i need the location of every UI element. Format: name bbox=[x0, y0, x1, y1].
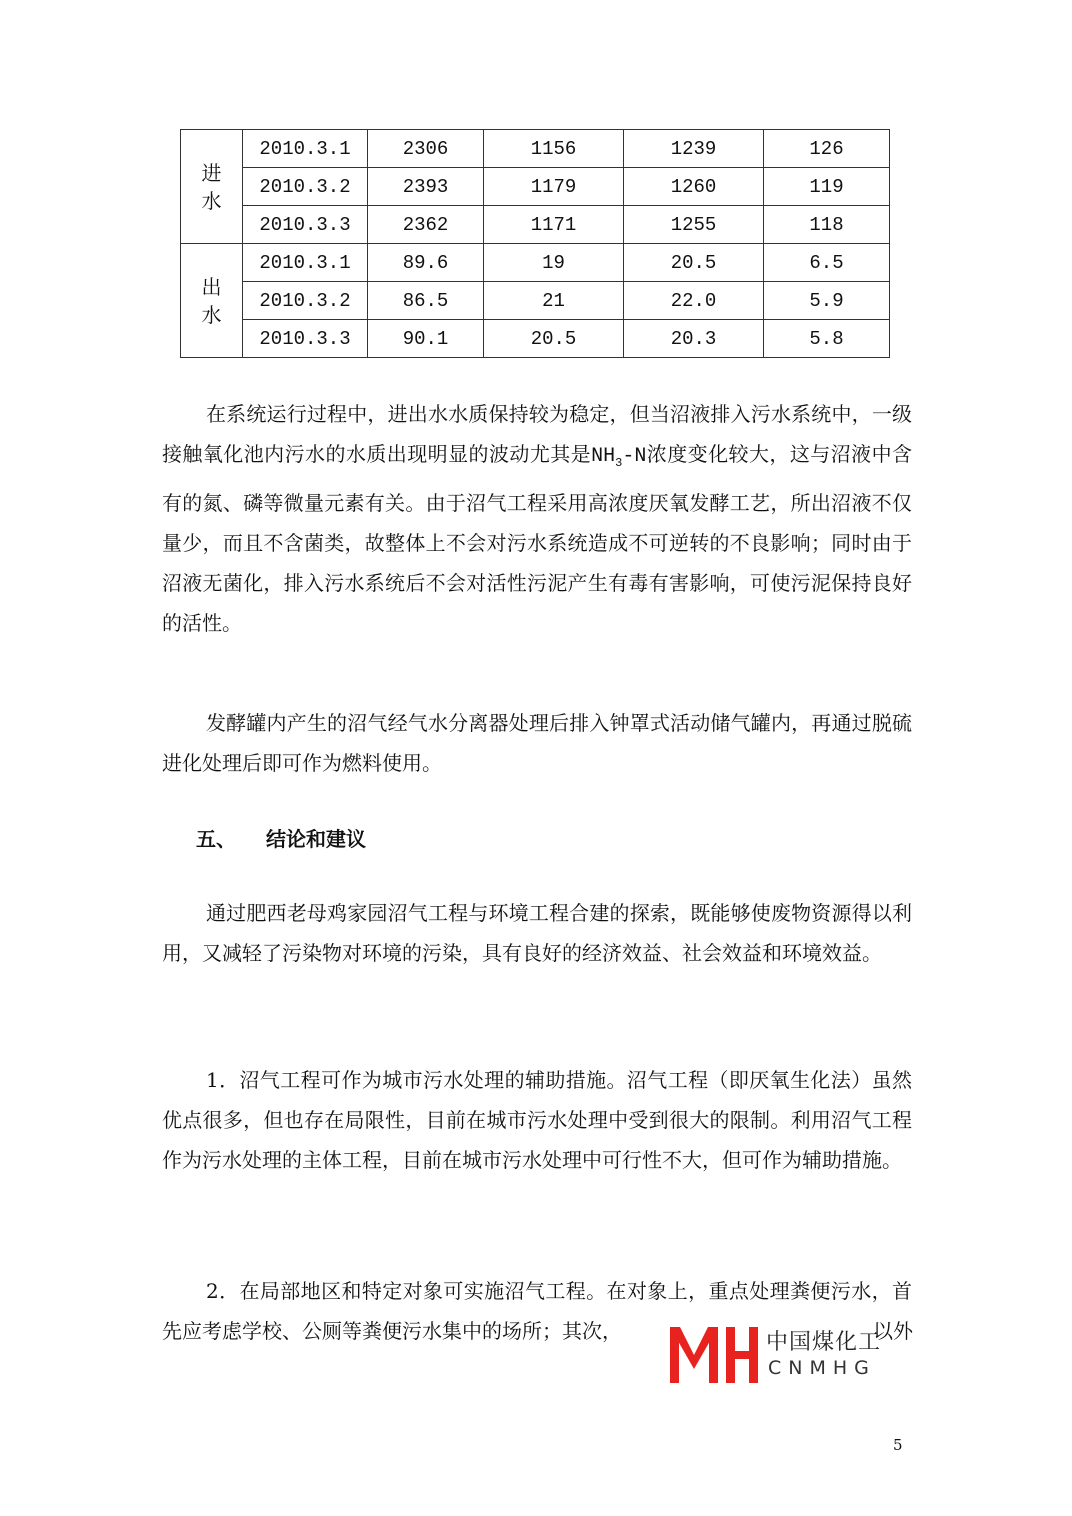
table-cell: 6.5 bbox=[764, 244, 890, 282]
logo-english-text: CNMHG bbox=[768, 1357, 876, 1379]
paragraph-system-operation bbox=[162, 394, 912, 643]
table-row bbox=[181, 168, 890, 206]
table-cell: 20.3 bbox=[624, 320, 764, 358]
table-cell: 2010.3.1 bbox=[243, 244, 368, 282]
table-cell: 90.1 bbox=[368, 320, 484, 358]
chem-sub: 3 bbox=[615, 456, 623, 470]
chem-main: NH bbox=[591, 445, 616, 468]
table-cell: 20.5 bbox=[624, 244, 764, 282]
mh-logo-icon bbox=[670, 1325, 766, 1385]
table-cell: 1260 bbox=[624, 168, 764, 206]
paragraph-fermentation: 发酵罐内产生的沼气经气水分离器处理后排入钟罩式活动储气罐内，再通过脱硫进化处理后即可作为燃料使用。 bbox=[162, 711, 912, 775]
table-cell: 1156 bbox=[484, 130, 624, 168]
page-number: 5 bbox=[893, 1436, 903, 1454]
chem-formula bbox=[591, 445, 646, 468]
table-row bbox=[181, 206, 890, 244]
group-label: 进 水 bbox=[181, 130, 243, 244]
table-cell: 118 bbox=[764, 206, 890, 244]
table-cell: 2010.3.3 bbox=[243, 320, 368, 358]
table-cell: 2393 bbox=[368, 168, 484, 206]
table-cell: 86.5 bbox=[368, 282, 484, 320]
table-cell: 1255 bbox=[624, 206, 764, 244]
table-cell: 1171 bbox=[484, 206, 624, 244]
table-cell: 2010.3.2 bbox=[243, 168, 368, 206]
table-cell: 2010.3.1 bbox=[243, 130, 368, 168]
section-heading bbox=[196, 823, 366, 852]
table-row bbox=[181, 244, 890, 282]
paragraph-point-1: 1．沼气工程可作为城市污水处理的辅助措施。沼气工程（即厌氧生化法）虽然优点很多，但也存在局限性，目前在城市污水处理中受到很大的限制。利用沼气工程作为污水处理的主体工程，目前在城市污水处理中可行性不大，但可作为辅助措施。 bbox=[162, 1068, 912, 1172]
table-cell: 5.9 bbox=[764, 282, 890, 320]
watermark-logo bbox=[670, 1325, 880, 1385]
table-cell: 126 bbox=[764, 130, 890, 168]
section-title: 结论和建议 bbox=[266, 827, 366, 851]
para5-tail-text: 以外 bbox=[873, 1319, 913, 1343]
para1-text-before: 在系统运行过程中，进出水水质保持较为稳定，但当沼液排入污水系统中，一级接触氧化池内污水的水质出现明显的波动尤其是 bbox=[162, 402, 912, 466]
group-label: 出 水 bbox=[181, 244, 243, 358]
table-cell: 21 bbox=[484, 282, 624, 320]
paragraph-conclusion: 通过肥西老母鸡家园沼气工程与环境工程合建的探索，既能够使废物资源得以利用，又减轻了污染物对环境的污染，具有良好的经济效益、社会效益和环境效益。 bbox=[162, 901, 912, 965]
para5-text: 2．在局部地区和特定对象可实施沼气工程。在对象上，重点处理粪便污水，首先应考虑学校、公厕等粪便污水集中的场所；其次， bbox=[162, 1279, 912, 1343]
table-cell: 1179 bbox=[484, 168, 624, 206]
table-cell: 2010.3.2 bbox=[243, 282, 368, 320]
chem-tail: -N bbox=[622, 445, 647, 468]
section-number: 五、 bbox=[196, 827, 236, 851]
table-cell: 2362 bbox=[368, 206, 484, 244]
water-quality-table bbox=[180, 129, 890, 358]
table-cell: 1239 bbox=[624, 130, 764, 168]
table-row bbox=[181, 282, 890, 320]
table-cell: 22.0 bbox=[624, 282, 764, 320]
table-cell: 20.5 bbox=[484, 320, 624, 358]
table-cell: 2306 bbox=[368, 130, 484, 168]
table-cell: 5.8 bbox=[764, 320, 890, 358]
table-row bbox=[181, 320, 890, 358]
table-cell: 2010.3.3 bbox=[243, 206, 368, 244]
table-cell: 89.6 bbox=[368, 244, 484, 282]
table-cell: 19 bbox=[484, 244, 624, 282]
table-row bbox=[181, 130, 890, 168]
para1-text-after: 浓度变化较大，这与沼液中含有的氮、磷等微量元素有关。由于沼气工程采用高浓度厌氧发酵工艺，所出沼液不仅量少，而且不含菌类，故整体上不会对污水系统造成不可逆转的不良影响；同时由于沼液无菌化，排入污水系统后不会对活性污泥产生有毒有害影响，可使污泥保持良好的活性。 bbox=[162, 442, 913, 635]
table-cell: 119 bbox=[764, 168, 890, 206]
logo-chinese-text: 中国煤化工 bbox=[766, 1330, 882, 1355]
